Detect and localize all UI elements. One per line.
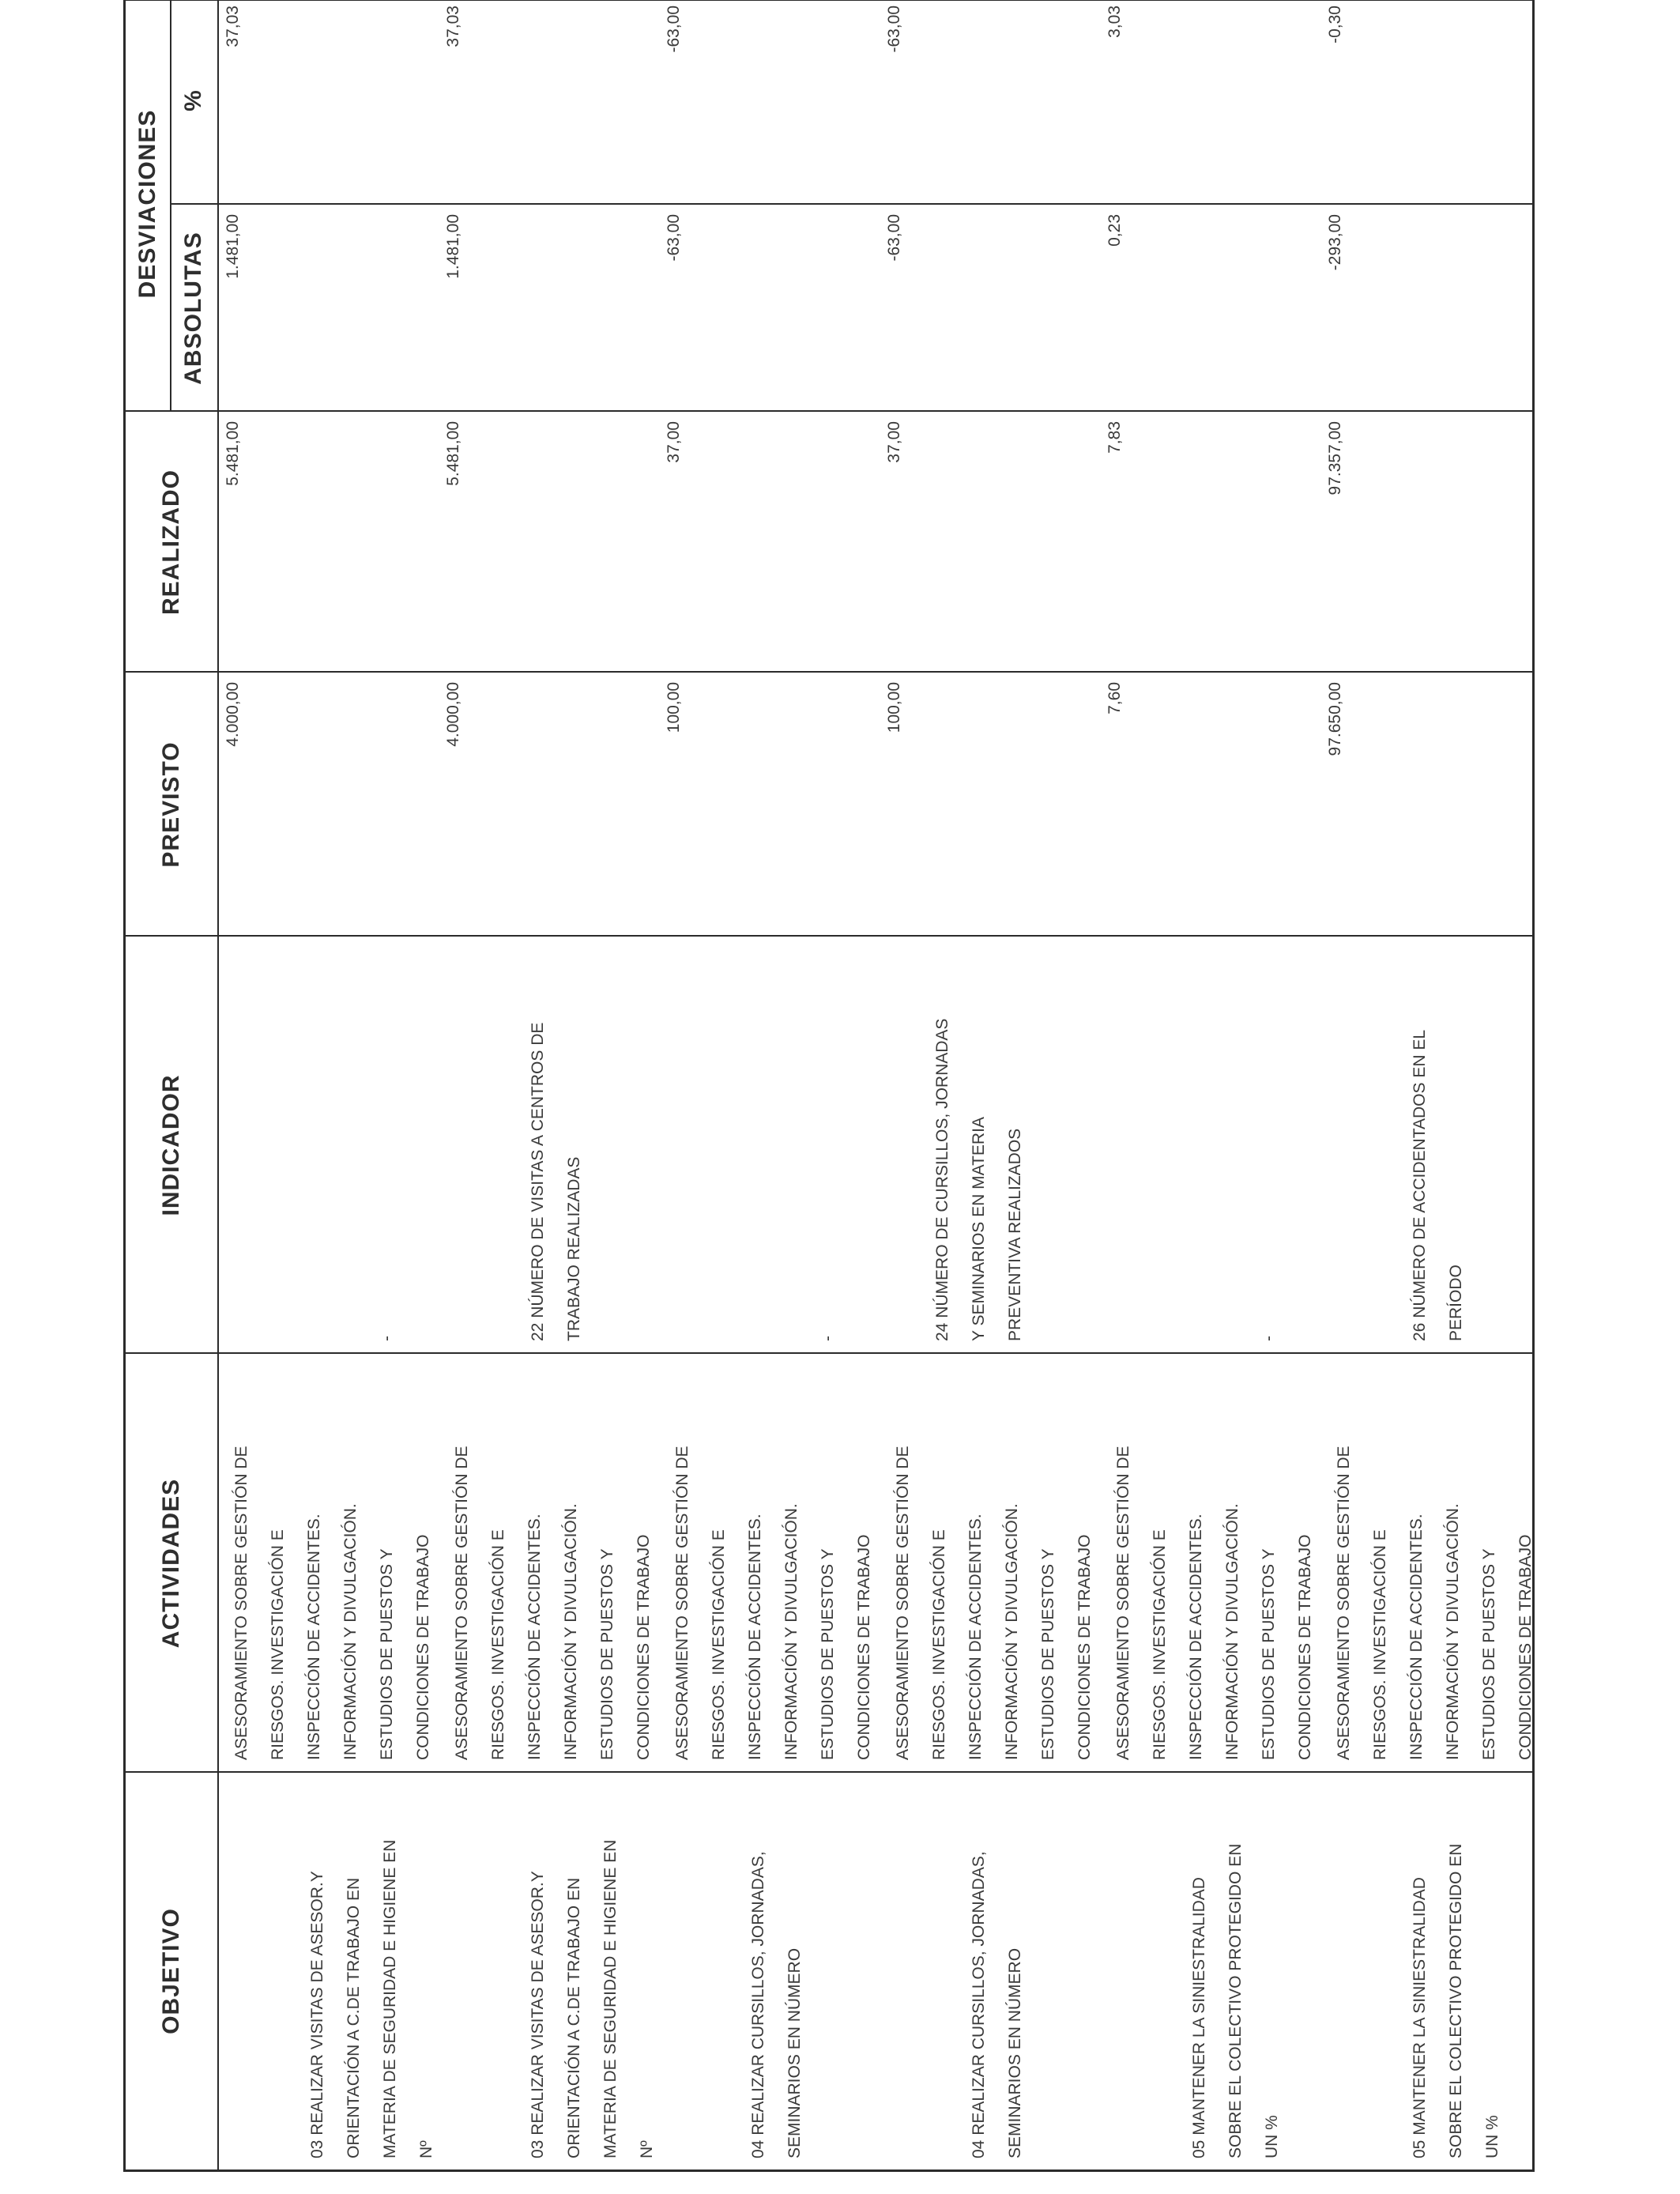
objetivo-cell-line: 04 REALIZAR CURSILLOS, JORNADAS, bbox=[749, 1851, 767, 2158]
indicador-cell-line: Y SEMINARIOS EN MATERIA bbox=[970, 1117, 988, 1341]
actividades-cell-line: RIESGOS. INVESTIGACIÓN E bbox=[710, 1529, 728, 1760]
actividades-cell-line: ASESORAMIENTO SOBRE GESTIÓN DE bbox=[673, 1446, 691, 1760]
header-desviaciones: DESVIACIONES bbox=[134, 109, 160, 299]
absolutas-value: 0,23 bbox=[1106, 214, 1124, 247]
absolutas-value: 1.481,00 bbox=[444, 214, 462, 279]
previsto-value: 7,60 bbox=[1106, 682, 1124, 714]
indicador-cell-line: - bbox=[1260, 1336, 1278, 1341]
realizado-value: 7,83 bbox=[1106, 421, 1124, 454]
indicador-cell bbox=[224, 943, 444, 1341]
objetivo-cell-line: ORIENTACIÓN A C.DE TRABAJO EN bbox=[345, 1877, 363, 2158]
indicador-cell-line: 22 NÚMERO DE VISITAS A CENTROS DE bbox=[529, 1022, 547, 1341]
actividades-cell-line: INSPECCIÓN DE ACCIDENTES. bbox=[966, 1514, 985, 1760]
porcentaje-value: 37,03 bbox=[444, 6, 462, 47]
desviaciones-divider bbox=[170, 1, 171, 412]
actividades-cell-line: CONDICIONES DE TRABAJO bbox=[635, 1534, 653, 1760]
actividades-cell-line: RIESGOS. INVESTIGACIÓN E bbox=[269, 1529, 287, 1760]
actividades-cell-line: RIESGOS. INVESTIGACIÓN E bbox=[489, 1529, 507, 1760]
objetivo-cell-line: MATERIA DE SEGURIDAD E HIGIENE EN bbox=[601, 1839, 620, 2158]
actividades-cell-line: ESTUDIOS DE PUESTOS Y bbox=[378, 1548, 396, 1760]
actividades-cell-line: ASESORAMIENTO SOBRE GESTIÓN DE bbox=[453, 1446, 471, 1760]
objetivo-cell-line: UN % bbox=[1483, 2115, 1501, 2158]
header-divider bbox=[217, 1, 219, 2169]
objetivo-cell bbox=[885, 1781, 1106, 2158]
actividades-cell-line: INFORMACIÓN Y DIVULGACIÓN. bbox=[341, 1503, 360, 1760]
actividades-cell-line: INSPECCIÓN DE ACCIDENTES. bbox=[1407, 1514, 1426, 1760]
indicador-cell-line: - bbox=[819, 1336, 837, 1341]
actividades-cell-line: INSPECCIÓN DE ACCIDENTES. bbox=[746, 1514, 764, 1760]
porcentaje-value: -0,30 bbox=[1326, 6, 1344, 43]
actividades-cell-line: ESTUDIOS DE PUESTOS Y bbox=[598, 1548, 616, 1760]
actividades-cell-line: ASESORAMIENTO SOBRE GESTIÓN DE bbox=[894, 1446, 912, 1760]
objetivo-cell bbox=[1326, 1781, 1546, 2158]
actividades-cell-line: ASESORAMIENTO SOBRE GESTIÓN DE bbox=[1335, 1446, 1353, 1760]
actividades-cell-line: INFORMACIÓN Y DIVULGACIÓN. bbox=[1223, 1503, 1241, 1760]
objetivo-cell-line: SOBRE EL COLECTIVO PROTEGIDO EN bbox=[1447, 1843, 1465, 2158]
actividades-cell-line: INSPECCIÓN DE ACCIDENTES. bbox=[1187, 1514, 1205, 1760]
actividades-cell bbox=[224, 1360, 444, 1760]
actividades-cell-line: CONDICIONES DE TRABAJO bbox=[1296, 1534, 1314, 1760]
actividades-cell-line: CONDICIONES DE TRABAJO bbox=[1075, 1534, 1094, 1760]
actividades-cell-line: INSPECCIÓN DE ACCIDENTES. bbox=[525, 1514, 544, 1760]
table-row bbox=[665, 1, 885, 2169]
actividades-cell bbox=[1106, 1360, 1326, 1760]
previsto-value: 97.650,00 bbox=[1326, 682, 1344, 756]
actividades-cell-line: RIESGOS. INVESTIGACIÓN E bbox=[1371, 1529, 1389, 1760]
actividades-cell-line: INSPECCIÓN DE ACCIDENTES. bbox=[305, 1514, 323, 1760]
objetivo-cell bbox=[1106, 1781, 1326, 2158]
previsto-value: 100,00 bbox=[665, 682, 683, 733]
previsto-value: 4.000,00 bbox=[224, 682, 242, 747]
actividades-cell bbox=[1326, 1360, 1546, 1760]
actividades-cell-line: INFORMACIÓN Y DIVULGACIÓN. bbox=[782, 1503, 800, 1760]
realizado-value: 5.481,00 bbox=[224, 421, 242, 486]
realizado-value: 37,00 bbox=[665, 421, 683, 463]
absolutas-value: -63,00 bbox=[665, 214, 683, 262]
porcentaje-value: -63,00 bbox=[885, 6, 903, 53]
realizado-value: 37,00 bbox=[885, 421, 903, 463]
objetivo-cell bbox=[444, 1781, 665, 2158]
objetivo-cell-line: SEMINARIOS EN NÚMERO bbox=[1006, 1947, 1024, 2158]
objetivo-cell-line: 05 MANTENER LA SINIESTRALIDAD bbox=[1190, 1877, 1208, 2158]
actividades-cell-line: INFORMACIÓN Y DIVULGACIÓN. bbox=[562, 1503, 580, 1760]
header-realizado: REALIZADO bbox=[158, 469, 184, 615]
objetivo-cell-line: ORIENTACIÓN A C.DE TRABAJO EN bbox=[565, 1877, 583, 2158]
indicador-cell-line: - bbox=[378, 1336, 396, 1341]
porcentaje-value: 3,03 bbox=[1106, 6, 1124, 38]
realizado-value: 5.481,00 bbox=[444, 421, 462, 486]
actividades-cell-line: INFORMACIÓN Y DIVULGACIÓN. bbox=[1444, 1503, 1462, 1760]
objetivo-cell bbox=[665, 1781, 885, 2158]
objetivo-cell-line: 04 REALIZAR CURSILLOS, JORNADAS, bbox=[970, 1851, 988, 2158]
actividades-cell-line: ESTUDIOS DE PUESTOS Y bbox=[819, 1548, 837, 1760]
realizado-value: 97.357,00 bbox=[1326, 421, 1344, 496]
objetivo-cell-line: SEMINARIOS EN NÚMERO bbox=[785, 1947, 804, 2158]
actividades-cell-line: CONDICIONES DE TRABAJO bbox=[855, 1534, 873, 1760]
objetivo-cell-line: UN % bbox=[1263, 2115, 1281, 2158]
header-objetivo: OBJETIVO bbox=[158, 1908, 184, 2034]
objetivo-cell bbox=[224, 1781, 444, 2158]
indicador-cell-line: PREVENTIVA REALIZADOS bbox=[1006, 1128, 1024, 1341]
indicador-cell bbox=[1106, 943, 1326, 1341]
actividades-cell-line: CONDICIONES DE TRABAJO bbox=[414, 1534, 432, 1760]
indicador-cell bbox=[885, 943, 1106, 1341]
absolutas-value: 1.481,00 bbox=[224, 214, 242, 279]
table-row bbox=[1326, 1, 1546, 2169]
indicador-cell-line: 24 NÚMERO DE CURSILLOS, JORNADAS bbox=[933, 1018, 951, 1341]
actividades-cell-line: RIESGOS. INVESTIGACIÓN E bbox=[930, 1529, 948, 1760]
indicador-cell-line: PERÍODO bbox=[1447, 1265, 1465, 1341]
objetivo-cell-line: 03 REALIZAR VISITAS DE ASESOR.Y bbox=[308, 1871, 326, 2158]
header-absolutas: ABSOLUTAS bbox=[180, 232, 206, 385]
header-actividades: ACTIVIDADES bbox=[158, 1478, 184, 1649]
actividades-cell-line: ASESORAMIENTO SOBRE GESTIÓN DE bbox=[1114, 1446, 1132, 1760]
previsto-value: 100,00 bbox=[885, 682, 903, 733]
header-indicador: INDICADOR bbox=[158, 1074, 184, 1216]
table-row bbox=[224, 1, 444, 2169]
actividades-cell-line: ASESORAMIENTO SOBRE GESTIÓN DE bbox=[232, 1446, 250, 1760]
objetivo-cell-line: MATERIA DE SEGURIDAD E HIGIENE EN bbox=[381, 1839, 399, 2158]
objetivo-cell-line: Nº bbox=[417, 2140, 435, 2158]
actividades-cell-line: RIESGOS. INVESTIGACIÓN E bbox=[1151, 1529, 1169, 1760]
actividades-cell bbox=[444, 1360, 665, 1760]
objetivo-cell-line: Nº bbox=[638, 2140, 656, 2158]
actividades-cell bbox=[665, 1360, 885, 1760]
header-porcentaje: % bbox=[180, 89, 206, 111]
porcentaje-value: -63,00 bbox=[665, 6, 683, 53]
indicador-cell-line: TRABAJO REALIZADAS bbox=[565, 1156, 583, 1341]
header-previsto: PREVISTO bbox=[158, 741, 184, 868]
objetivo-cell-line: 03 REALIZAR VISITAS DE ASESOR.Y bbox=[529, 1871, 547, 2158]
actividades-cell-line: CONDICIONES DE TRABAJO bbox=[1516, 1534, 1535, 1760]
previsto-value: 4.000,00 bbox=[444, 682, 462, 747]
results-table bbox=[123, 0, 1535, 2172]
indicador-cell bbox=[444, 943, 665, 1341]
porcentaje-value: 37,03 bbox=[224, 6, 242, 47]
absolutas-value: -293,00 bbox=[1326, 214, 1344, 271]
objetivo-cell-line: SOBRE EL COLECTIVO PROTEGIDO EN bbox=[1226, 1843, 1245, 2158]
actividades-cell-line: ESTUDIOS DE PUESTOS Y bbox=[1260, 1548, 1278, 1760]
indicador-cell bbox=[1326, 943, 1546, 1341]
indicador-cell-line: 26 NÚMERO DE ACCIDENTADOS EN EL bbox=[1411, 1029, 1429, 1341]
actividades-cell bbox=[885, 1360, 1106, 1760]
objetivo-cell-line: 05 MANTENER LA SINIESTRALIDAD bbox=[1411, 1877, 1429, 2158]
indicador-cell bbox=[665, 943, 885, 1341]
actividades-cell-line: ESTUDIOS DE PUESTOS Y bbox=[1480, 1548, 1498, 1760]
actividades-cell-line: ESTUDIOS DE PUESTOS Y bbox=[1039, 1548, 1057, 1760]
absolutas-value: -63,00 bbox=[885, 214, 903, 262]
table-row bbox=[444, 1, 665, 2169]
actividades-cell-line: INFORMACIÓN Y DIVULGACIÓN. bbox=[1003, 1503, 1021, 1760]
table-row bbox=[885, 1, 1106, 2169]
table-row bbox=[1106, 1, 1326, 2169]
